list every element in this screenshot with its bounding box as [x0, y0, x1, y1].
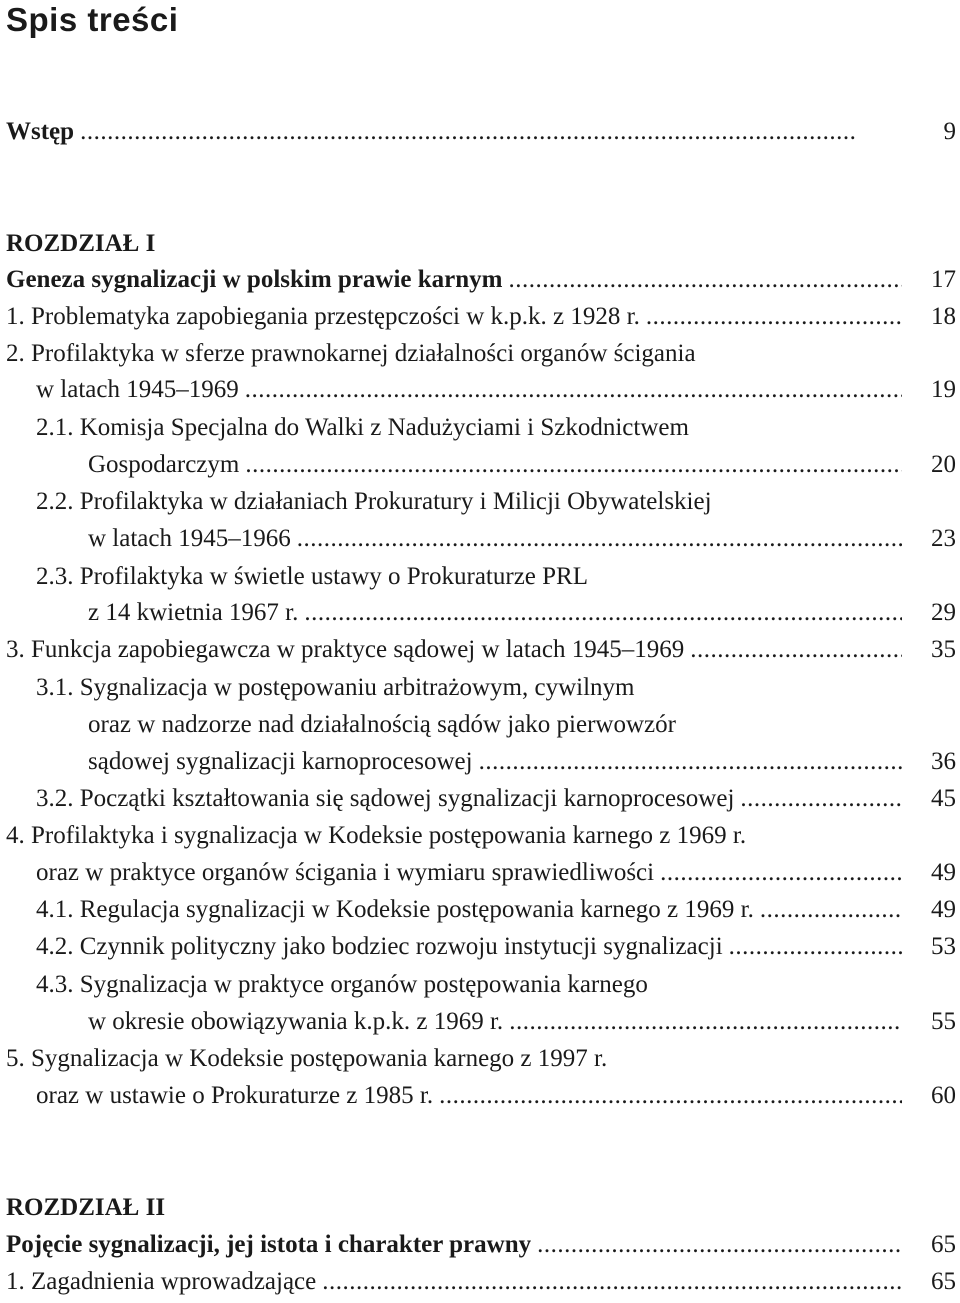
toc-entry-line[interactable]: oraz w nadzorze nad działalnością sądów jako pierwowzór	[88, 711, 676, 738]
toc-entry-label: Gospodarczym	[88, 451, 240, 478]
dot-leader	[690, 632, 902, 668]
toc-page-number: 18	[931, 303, 956, 330]
toc-entry[interactable]	[88, 447, 906, 483]
toc-entry-line[interactable]: 4.3. Sygnalizacja w praktyce organów postępowania karnego	[36, 971, 648, 998]
toc-page-number: 29	[931, 599, 956, 626]
chapter-heading: ROZDZIAŁ I	[6, 230, 156, 257]
toc-entry-line[interactable]: 2.1. Komisja Specjalna do Walki z Nadużyciami i Szkodnictwem	[36, 414, 689, 441]
dot-leader	[729, 929, 902, 965]
dot-leader	[509, 262, 902, 298]
toc-page-number: 20	[931, 451, 956, 478]
toc-page-number: 65	[931, 1231, 956, 1258]
dot-leader	[646, 299, 902, 335]
chapter-heading: ROZDZIAŁ II	[6, 1194, 166, 1221]
toc-page-number: 53	[931, 933, 956, 960]
dot-leader	[245, 372, 902, 408]
dot-leader	[322, 1264, 902, 1300]
dot-leader	[80, 114, 858, 150]
dot-leader	[660, 855, 902, 891]
toc-entry[interactable]	[6, 632, 906, 668]
toc-entry-label: Geneza sygnalizacji w polskim prawie karnym	[6, 266, 503, 293]
page-title: Spis treści	[6, 1, 179, 38]
toc-entry[interactable]	[36, 892, 906, 928]
toc-entry[interactable]	[6, 1264, 906, 1300]
toc-entry[interactable]	[36, 1078, 906, 1114]
toc-entry-label: Pojęcie sygnalizacji, jej istota i charakter prawny	[6, 1231, 532, 1258]
toc-entry-line[interactable]: 2.3. Profilaktyka w świetle ustawy o Prokuraturze PRL	[36, 563, 588, 590]
toc-entry-label: w latach 1945–1966	[88, 525, 291, 552]
toc-entry[interactable]	[36, 929, 906, 965]
toc-entry-line[interactable]: 3.1. Sygnalizacja w postępowaniu arbitrażowym, cywilnym	[36, 674, 635, 701]
toc-entry-label: 3. Funkcja zapobiegawcza w praktyce sądowej w latach 1945–1969	[6, 636, 685, 663]
toc-page-number: 17	[931, 266, 956, 293]
dot-leader	[537, 1227, 902, 1263]
toc-page-number: 19	[931, 376, 956, 403]
toc-page-number: 45	[931, 785, 956, 812]
toc-entry-intro[interactable]	[6, 114, 862, 150]
dot-leader	[479, 744, 902, 780]
dot-leader	[439, 1078, 902, 1114]
toc-entry-line[interactable]: 5. Sygnalizacja w Kodeksie postępowania karnego z 1997 r.	[6, 1045, 608, 1072]
toc-entry-label: 3.2. Początki kształtowania się sądowej sygnalizacji karnoprocesowej	[36, 785, 735, 812]
toc-entry-label: Wstęp	[6, 118, 75, 145]
toc-entry[interactable]	[36, 781, 906, 817]
toc-page-number: 49	[931, 859, 956, 886]
toc-entry-label: 4.2. Czynnik polityczny jako bodziec rozwoju instytucji sygnalizacji	[36, 933, 723, 960]
toc-entry-line[interactable]: 4. Profilaktyka i sygnalizacja w Kodeksie postępowania karnego z 1969 r.	[6, 822, 747, 849]
toc-entry[interactable]	[88, 595, 906, 631]
toc-entry-label: oraz w praktyce organów ścigania i wymiaru sprawiedliwości	[36, 859, 655, 886]
dot-leader	[304, 595, 902, 631]
toc-entry[interactable]	[88, 744, 906, 780]
toc-entry[interactable]	[36, 372, 906, 408]
toc-page-number: 60	[931, 1082, 956, 1109]
toc-entry-label: w latach 1945–1969	[36, 376, 239, 403]
toc-entry[interactable]	[88, 521, 906, 557]
dot-leader	[740, 781, 902, 817]
toc-page-number: 23	[931, 525, 956, 552]
toc-entry-line[interactable]: 2. Profilaktyka w sferze prawnokarnej działalności organów ścigania	[6, 340, 696, 367]
chapter-subtitle[interactable]	[6, 262, 906, 298]
toc-entry-label: w okresie obowiązywania k.p.k. z 1969 r.	[88, 1008, 504, 1035]
dot-leader	[760, 892, 902, 928]
toc-entry-label: 4.1. Regulacja sygnalizacji w Kodeksie postępowania karnego z 1969 r.	[36, 896, 754, 923]
toc-entry-label: sądowej sygnalizacji karnoprocesowej	[88, 748, 473, 775]
toc-entry[interactable]	[6, 299, 906, 335]
toc-page-number: 55	[931, 1008, 956, 1035]
toc-entry-label: z 14 kwietnia 1967 r.	[88, 599, 299, 626]
toc-page-number: 49	[931, 896, 956, 923]
toc-entry-label: 1. Problematyka zapobiegania przestępczości w k.p.k. z 1928 r.	[6, 303, 640, 330]
dot-leader	[297, 521, 902, 557]
toc-entry-label: 1. Zagadnienia wprowadzające	[6, 1268, 317, 1295]
toc-page-number: 65	[931, 1268, 956, 1295]
toc-entry-line[interactable]: 2.2. Profilaktyka w działaniach Prokuratury i Milicji Obywatelskiej	[36, 488, 712, 515]
toc-entry[interactable]	[36, 855, 906, 891]
dot-leader	[245, 447, 902, 483]
toc-page-number: 35	[931, 636, 956, 663]
toc-entry-label: oraz w ustawie o Prokuraturze z 1985 r.	[36, 1082, 434, 1109]
chapter-subtitle[interactable]	[6, 1227, 906, 1263]
dot-leader	[509, 1004, 902, 1040]
toc-page-number: 36	[931, 748, 956, 775]
toc-entry[interactable]	[88, 1004, 906, 1040]
toc-page-number: 9	[943, 118, 956, 145]
